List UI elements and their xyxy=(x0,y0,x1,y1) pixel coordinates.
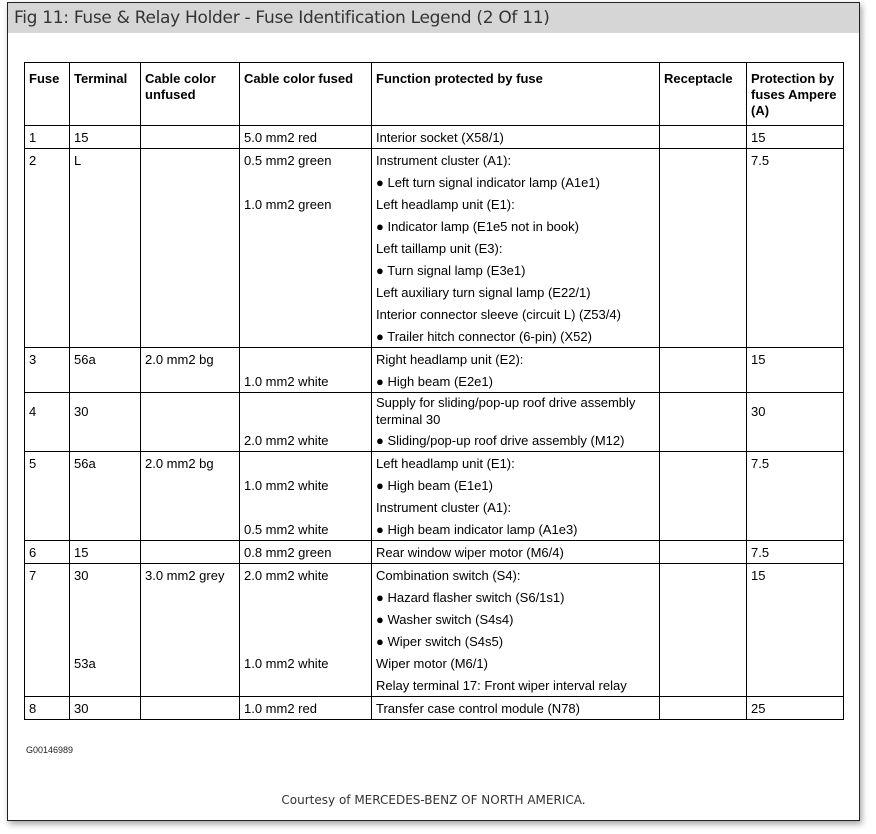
fuse-number-cell xyxy=(25,496,70,518)
header-cable-fused: Cable color fused xyxy=(240,63,372,126)
courtesy-note: Courtesy of MERCEDES-BENZ OF NORTH AMERICA. xyxy=(281,793,586,807)
receptacle-cell xyxy=(660,586,747,608)
function-cell: ● Turn signal lamp (E3e1) xyxy=(372,259,660,281)
cable-fused-cell: 0.8 mm2 green xyxy=(240,541,372,564)
cable-unfused-cell xyxy=(141,237,240,259)
terminal-cell xyxy=(70,474,141,496)
amperage-cell xyxy=(747,259,844,281)
amperage-cell: 30 xyxy=(747,393,844,430)
table-row xyxy=(25,281,844,303)
terminal-cell: 56a xyxy=(70,452,141,475)
table-row xyxy=(25,630,844,652)
terminal-cell: L xyxy=(70,149,141,172)
fuse-number-cell xyxy=(25,518,70,541)
figure-code: G00146989 xyxy=(26,745,74,755)
amperage-cell xyxy=(747,429,844,452)
cable-unfused-cell xyxy=(141,393,240,430)
table-row xyxy=(25,393,844,430)
cable-unfused-cell xyxy=(141,652,240,674)
receptacle-cell xyxy=(660,393,747,430)
figure-frame xyxy=(7,2,860,821)
header-protection-ampere: Protection by fuses Ampere (A) xyxy=(747,63,844,126)
fuse-number-cell: 6 xyxy=(25,541,70,564)
function-cell: Transfer case control module (N78) xyxy=(372,697,660,720)
cable-unfused-cell xyxy=(141,474,240,496)
table-row xyxy=(25,697,844,720)
function-cell: Instrument cluster (A1): xyxy=(372,496,660,518)
amperage-cell xyxy=(747,215,844,237)
amperage-cell xyxy=(747,652,844,674)
fuse-number-cell xyxy=(25,215,70,237)
table-row xyxy=(25,348,844,371)
fuse-number-cell xyxy=(25,303,70,325)
cable-fused-cell xyxy=(240,237,372,259)
cable-fused-cell: 5.0 mm2 red xyxy=(240,126,372,149)
cable-fused-cell xyxy=(240,325,372,348)
amperage-cell: 7.5 xyxy=(747,541,844,564)
terminal-cell xyxy=(70,496,141,518)
fuse-number-cell xyxy=(25,630,70,652)
fuse-number-cell xyxy=(25,237,70,259)
cable-fused-cell xyxy=(240,393,372,430)
function-cell: Combination switch (S4): xyxy=(372,564,660,587)
fuse-number-cell xyxy=(25,474,70,496)
cable-unfused-cell xyxy=(141,171,240,193)
amperage-cell: 7.5 xyxy=(747,452,844,475)
table-row xyxy=(25,215,844,237)
terminal-cell: 56a xyxy=(70,348,141,371)
cable-unfused-cell: 2.0 mm2 bg xyxy=(141,452,240,475)
fuse-number-cell xyxy=(25,652,70,674)
fuse-number-cell xyxy=(25,325,70,348)
terminal-cell xyxy=(70,215,141,237)
fuse-number-cell xyxy=(25,608,70,630)
cable-fused-cell: 1.0 mm2 white xyxy=(240,370,372,393)
receptacle-cell xyxy=(660,541,747,564)
function-cell: Left headlamp unit (E1): xyxy=(372,452,660,475)
table-row xyxy=(25,541,844,564)
table-row xyxy=(25,325,844,348)
terminal-cell xyxy=(70,674,141,697)
table-row xyxy=(25,193,844,215)
terminal-cell xyxy=(70,259,141,281)
receptacle-cell xyxy=(660,215,747,237)
function-cell: ● High beam indicator lamp (A1e3) xyxy=(372,518,660,541)
terminal-cell xyxy=(70,429,141,452)
amperage-cell xyxy=(747,325,844,348)
amperage-cell xyxy=(747,674,844,697)
cable-unfused-cell xyxy=(141,281,240,303)
terminal-cell: 53a xyxy=(70,652,141,674)
table-header-row xyxy=(25,63,844,126)
cable-unfused-cell xyxy=(141,541,240,564)
table-row xyxy=(25,496,844,518)
amperage-cell xyxy=(747,608,844,630)
receptacle-cell xyxy=(660,348,747,371)
header-function: Function protected by fuse xyxy=(372,63,660,126)
amperage-cell xyxy=(747,237,844,259)
receptacle-cell xyxy=(660,474,747,496)
amperage-cell: 15 xyxy=(747,348,844,371)
fuse-number-cell: 1 xyxy=(25,126,70,149)
cable-unfused-cell: 3.0 mm2 grey xyxy=(141,564,240,587)
cable-fused-cell xyxy=(240,215,372,237)
header-terminal: Terminal xyxy=(70,63,141,126)
table-row xyxy=(25,171,844,193)
fuse-number-cell xyxy=(25,370,70,393)
function-cell: Instrument cluster (A1): xyxy=(372,149,660,172)
receptacle-cell xyxy=(660,237,747,259)
cable-fused-cell: 1.0 mm2 red xyxy=(240,697,372,720)
header-cable-unfused: Cable color unfused xyxy=(141,63,240,126)
table-row xyxy=(25,674,844,697)
cable-fused-cell xyxy=(240,586,372,608)
function-cell: ● Left turn signal indicator lamp (A1e1) xyxy=(372,171,660,193)
table-row xyxy=(25,474,844,496)
cable-fused-cell xyxy=(240,496,372,518)
terminal-cell xyxy=(70,281,141,303)
table-row xyxy=(25,586,844,608)
table-row xyxy=(25,370,844,393)
receptacle-cell xyxy=(660,630,747,652)
function-cell: Rear window wiper motor (M6/4) xyxy=(372,541,660,564)
terminal-cell: 15 xyxy=(70,541,141,564)
cable-fused-cell xyxy=(240,171,372,193)
terminal-cell xyxy=(70,193,141,215)
terminal-cell xyxy=(70,630,141,652)
function-cell: Supply for sliding/pop-up roof drive assembly terminal 30 xyxy=(372,393,660,430)
receptacle-cell xyxy=(660,674,747,697)
fuse-number-cell: 3 xyxy=(25,348,70,371)
receptacle-cell xyxy=(660,652,747,674)
terminal-cell xyxy=(70,586,141,608)
amperage-cell xyxy=(747,281,844,303)
cable-fused-cell: 1.0 mm2 white xyxy=(240,474,372,496)
amperage-cell: 15 xyxy=(747,564,844,587)
cable-fused-cell: 2.0 mm2 white xyxy=(240,564,372,587)
cable-unfused-cell xyxy=(141,259,240,281)
header-receptacle: Receptacle xyxy=(660,63,747,126)
receptacle-cell xyxy=(660,564,747,587)
function-cell: ● Hazard flasher switch (S6/1s1) xyxy=(372,586,660,608)
receptacle-cell xyxy=(660,370,747,393)
receptacle-cell xyxy=(660,496,747,518)
cable-unfused-cell xyxy=(141,149,240,172)
cable-fused-cell xyxy=(240,259,372,281)
receptacle-cell xyxy=(660,259,747,281)
function-cell: Interior connector sleeve (circuit L) (Z53/4) xyxy=(372,303,660,325)
receptacle-cell xyxy=(660,429,747,452)
cable-fused-cell xyxy=(240,303,372,325)
table-row xyxy=(25,429,844,452)
cable-unfused-cell xyxy=(141,630,240,652)
terminal-cell xyxy=(70,303,141,325)
cable-unfused-cell: 2.0 mm2 bg xyxy=(141,348,240,371)
fuse-number-cell xyxy=(25,674,70,697)
fuse-number-cell xyxy=(25,193,70,215)
amperage-cell xyxy=(747,370,844,393)
function-cell: ● Wiper switch (S4s5) xyxy=(372,630,660,652)
amperage-cell xyxy=(747,171,844,193)
amperage-cell: 7.5 xyxy=(747,149,844,172)
cable-unfused-cell xyxy=(141,674,240,697)
cable-unfused-cell xyxy=(141,608,240,630)
terminal-cell: 30 xyxy=(70,697,141,720)
table-row xyxy=(25,126,844,149)
cable-fused-cell: 0.5 mm2 white xyxy=(240,518,372,541)
receptacle-cell xyxy=(660,126,747,149)
cable-fused-cell xyxy=(240,608,372,630)
fuse-number-cell xyxy=(25,281,70,303)
terminal-cell xyxy=(70,608,141,630)
fuse-number-cell xyxy=(25,259,70,281)
cable-unfused-cell xyxy=(141,215,240,237)
table-row xyxy=(25,259,844,281)
amperage-cell xyxy=(747,496,844,518)
function-cell: Relay terminal 17: Front wiper interval relay xyxy=(372,674,660,697)
fuse-number-cell: 4 xyxy=(25,393,70,430)
amperage-cell xyxy=(747,193,844,215)
terminal-cell xyxy=(70,325,141,348)
table-row xyxy=(25,149,844,172)
receptacle-cell xyxy=(660,171,747,193)
amperage-cell xyxy=(747,303,844,325)
fuse-number-cell: 2 xyxy=(25,149,70,172)
table-row xyxy=(25,452,844,475)
function-cell: ● Indicator lamp (E1e5 not in book) xyxy=(372,215,660,237)
table-row xyxy=(25,652,844,674)
receptacle-cell xyxy=(660,325,747,348)
table-row xyxy=(25,518,844,541)
function-cell: Left headlamp unit (E1): xyxy=(372,193,660,215)
cable-unfused-cell xyxy=(141,303,240,325)
cable-unfused-cell xyxy=(141,496,240,518)
table-row xyxy=(25,303,844,325)
function-cell: ● High beam (E1e1) xyxy=(372,474,660,496)
table-row xyxy=(25,608,844,630)
cable-unfused-cell xyxy=(141,325,240,348)
fuse-number-cell: 5 xyxy=(25,452,70,475)
table-row xyxy=(25,237,844,259)
receptacle-cell xyxy=(660,303,747,325)
cable-fused-cell xyxy=(240,674,372,697)
fuse-number-cell xyxy=(25,429,70,452)
receptacle-cell xyxy=(660,697,747,720)
cable-unfused-cell xyxy=(141,518,240,541)
fuse-number-cell xyxy=(25,586,70,608)
receptacle-cell xyxy=(660,518,747,541)
cable-fused-cell: 1.0 mm2 white xyxy=(240,652,372,674)
cable-fused-cell: 1.0 mm2 green xyxy=(240,193,372,215)
fuse-number-cell xyxy=(25,171,70,193)
receptacle-cell xyxy=(660,608,747,630)
fuse-number-cell: 8 xyxy=(25,697,70,720)
terminal-cell xyxy=(70,370,141,393)
function-cell: Left taillamp unit (E3): xyxy=(372,237,660,259)
amperage-cell xyxy=(747,518,844,541)
terminal-cell: 30 xyxy=(70,564,141,587)
receptacle-cell xyxy=(660,193,747,215)
cable-fused-cell xyxy=(240,348,372,371)
amperage-cell: 15 xyxy=(747,126,844,149)
cable-unfused-cell xyxy=(141,586,240,608)
terminal-cell: 15 xyxy=(70,126,141,149)
terminal-cell: 30 xyxy=(70,393,141,430)
fuse-legend-table xyxy=(24,62,844,720)
function-cell: ● Washer switch (S4s4) xyxy=(372,608,660,630)
terminal-cell xyxy=(70,171,141,193)
figure-title: Fig 11: Fuse & Relay Holder - Fuse Identification Legend (2 Of 11) xyxy=(8,3,859,33)
cable-fused-cell xyxy=(240,630,372,652)
cable-fused-cell: 2.0 mm2 white xyxy=(240,429,372,452)
cable-unfused-cell xyxy=(141,370,240,393)
cable-unfused-cell xyxy=(141,429,240,452)
terminal-cell xyxy=(70,518,141,541)
function-cell: ● High beam (E2e1) xyxy=(372,370,660,393)
amperage-cell xyxy=(747,474,844,496)
amperage-cell xyxy=(747,630,844,652)
cable-fused-cell: 0.5 mm2 green xyxy=(240,149,372,172)
terminal-cell xyxy=(70,237,141,259)
cable-fused-cell xyxy=(240,452,372,475)
cable-unfused-cell xyxy=(141,126,240,149)
header-fuse: Fuse xyxy=(25,63,70,126)
function-cell: Right headlamp unit (E2): xyxy=(372,348,660,371)
fuse-number-cell: 7 xyxy=(25,564,70,587)
cable-unfused-cell xyxy=(141,193,240,215)
amperage-cell: 25 xyxy=(747,697,844,720)
function-cell: Wiper motor (M6/1) xyxy=(372,652,660,674)
function-cell: ● Trailer hitch connector (6-pin) (X52) xyxy=(372,325,660,348)
receptacle-cell xyxy=(660,149,747,172)
table-row xyxy=(25,564,844,587)
amperage-cell xyxy=(747,586,844,608)
function-cell: ● Sliding/pop-up roof drive assembly (M12) xyxy=(372,429,660,452)
function-cell: Interior socket (X58/1) xyxy=(372,126,660,149)
cable-fused-cell xyxy=(240,281,372,303)
receptacle-cell xyxy=(660,281,747,303)
function-cell: Left auxiliary turn signal lamp (E22/1) xyxy=(372,281,660,303)
receptacle-cell xyxy=(660,452,747,475)
cable-unfused-cell xyxy=(141,697,240,720)
